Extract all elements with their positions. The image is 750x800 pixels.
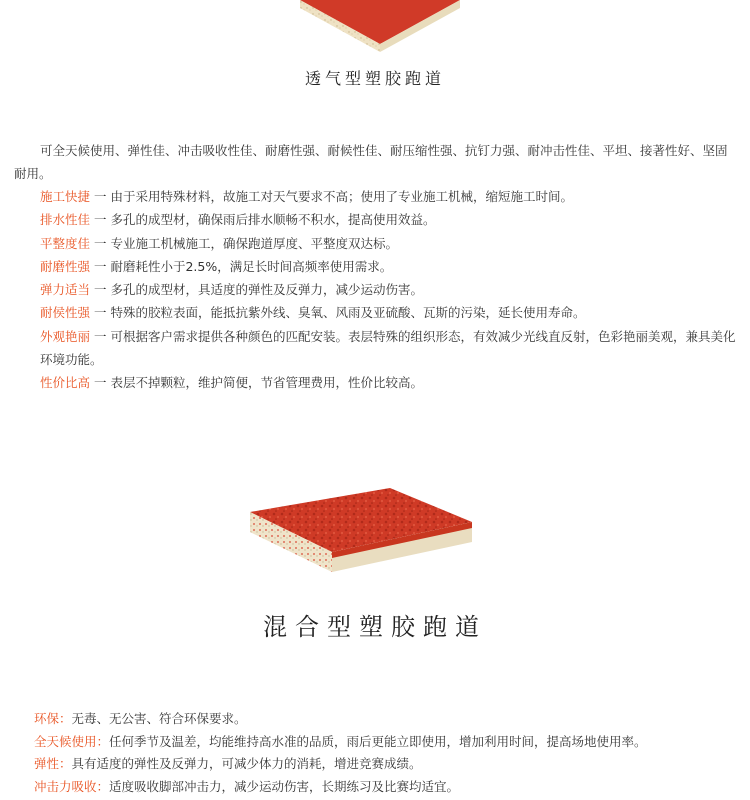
property-label: 全天候使用： xyxy=(34,733,110,749)
feature-text: 表层不掉颗粒，维护简便，节省管理费用，性价比较高。 xyxy=(110,375,423,391)
track-sample-graphic xyxy=(240,480,480,600)
feature-item xyxy=(14,208,736,231)
feature-dash: 一 xyxy=(90,282,111,298)
feature-item xyxy=(14,185,736,208)
feature-item xyxy=(14,301,736,324)
property-label: 环保： xyxy=(34,711,72,726)
property-item xyxy=(34,708,744,731)
feature-dash: 一 xyxy=(90,212,111,228)
feature-label: 耐磨性强 xyxy=(40,258,91,274)
property-label: 冲击力吸收： xyxy=(34,778,110,794)
hybrid-track-properties xyxy=(34,708,744,798)
breathable-track-features xyxy=(14,185,736,395)
feature-item xyxy=(14,232,736,255)
feature-text: 可根据客户需求提供各种颜色的匹配安装。表层特殊的组织形态，有效减少光线直反射，色彩艳丽美观，兼具美化环境功能。 xyxy=(40,328,736,368)
feature-label: 耐侯性强 xyxy=(40,305,91,321)
property-text: 适度吸收脚部冲击力，减少运动伤害，长期练习及比赛均适宜。 xyxy=(109,778,460,794)
property-text: 具有适度的弹性及反弹力，可减少体力的消耗，增进竞赛成绩。 xyxy=(71,756,422,771)
feature-dash: 一 xyxy=(90,258,111,274)
feature-item xyxy=(14,278,736,301)
breathable-track-sample-image xyxy=(300,0,460,52)
property-text: 任何季节及温差，均能维持高水准的品质，雨后更能立即使用，增加利用时间，提高场地使用率。 xyxy=(109,733,647,749)
feature-dash: 一 xyxy=(90,328,111,344)
property-item xyxy=(34,731,744,754)
feature-label: 性价比高 xyxy=(40,375,91,391)
breathable-track-intro: 可全天候使用、弹性佳、冲击吸收性佳、耐磨性强、耐候性佳、耐压缩性强、抗钉力强、耐冲击性佳、平坦、接著性好、坚固耐用。 xyxy=(14,143,728,181)
feature-text: 多孔的成型材，具适度的弹性及反弹力，减少运动伤害。 xyxy=(110,282,423,298)
feature-text: 耐磨耗性小于2.5%，满足长时间高频率使用需求。 xyxy=(110,258,393,274)
feature-dash: 一 xyxy=(90,375,111,391)
feature-dash: 一 xyxy=(90,235,111,251)
feature-text: 特殊的胶粒表面，能抵抗紫外线、臭氧、风雨及亚硫酸、瓦斯的污染，延长使用寿命。 xyxy=(110,305,586,321)
feature-dash: 一 xyxy=(90,305,111,321)
feature-label: 排水性佳 xyxy=(40,212,91,228)
feature-item xyxy=(14,371,736,394)
property-item xyxy=(34,776,744,799)
property-label: 弹性： xyxy=(34,756,72,771)
feature-text: 多孔的成型材，确保雨后排水顺畅不积水，提高使用效益。 xyxy=(110,212,436,228)
feature-dash: 一 xyxy=(90,189,111,204)
hybrid-track-sample-image xyxy=(240,480,480,600)
feature-label: 施工快捷 xyxy=(40,189,91,204)
feature-label: 弹力适当 xyxy=(40,282,91,298)
hybrid-track-title: 混合型塑胶跑道 xyxy=(263,613,487,641)
feature-item xyxy=(14,255,736,278)
track-sample-graphic xyxy=(300,0,460,52)
feature-item xyxy=(14,325,736,372)
property-item xyxy=(34,753,744,776)
property-text: 无毒、无公害、符合环保要求。 xyxy=(71,711,247,726)
feature-label: 平整度佳 xyxy=(40,235,91,251)
feature-label: 外观艳丽 xyxy=(40,328,91,344)
feature-text: 由于采用特殊材料，故施工对天气要求不高；使用了专业施工机械，缩短施工时间。 xyxy=(110,189,573,204)
feature-text: 专业施工机械施工，确保跑道厚度、平整度双达标。 xyxy=(110,235,398,251)
breathable-track-title: 透气型塑胶跑道 xyxy=(304,69,445,88)
